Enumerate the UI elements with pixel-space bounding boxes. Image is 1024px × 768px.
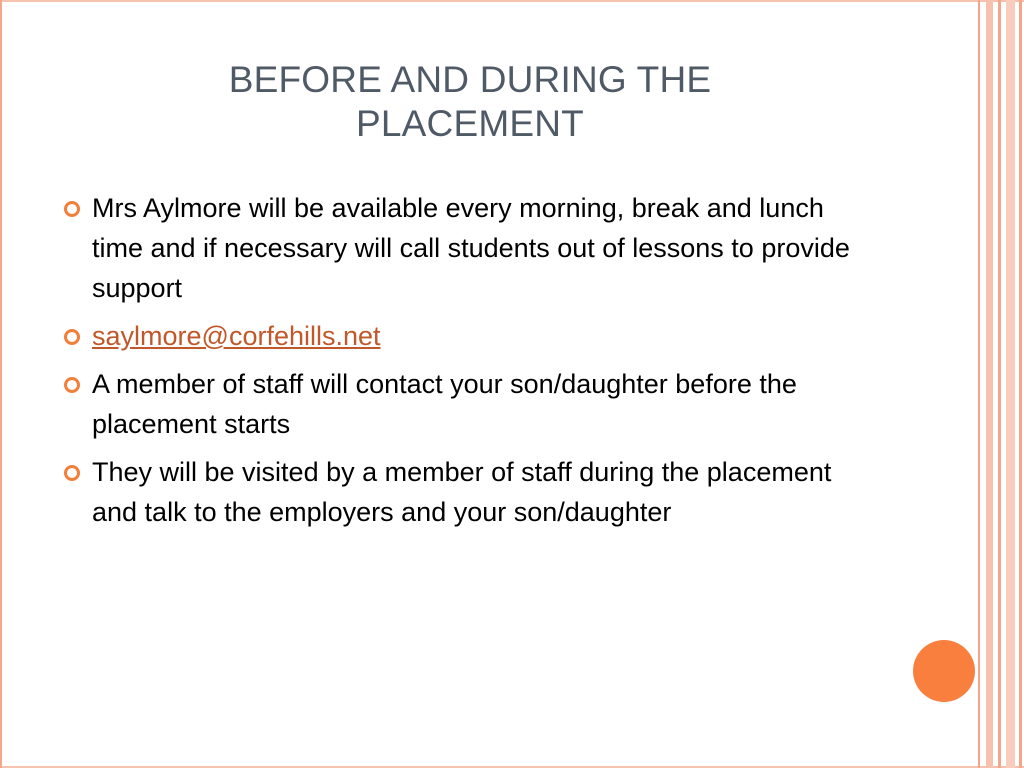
stripe [978,0,980,768]
bullet-circle-icon [64,329,80,345]
bullet-text: Mrs Aylmore will be available every morning, break and lunch time and if necessary will call students out of lessons to provide support [92,193,850,303]
stripe [998,0,1001,768]
slide-title [150,58,790,146]
bullet-item [62,452,882,532]
bullet-list [62,188,882,540]
bullet-item [62,364,882,444]
bullet-circle-icon [64,201,80,217]
title-line-2: PLACEMENT [356,103,584,144]
bullet-text: They will be visited by a member of staff during the placement and talk to the employers and your son/daughter [92,457,832,527]
bullet-circle-icon [64,465,80,481]
stripe [1006,0,1015,768]
left-border-line [0,0,2,768]
stripe [986,0,993,768]
bullet-text: A member of staff will contact your son/daughter before the placement starts [92,369,797,439]
top-border-line [0,0,1024,2]
orange-circle-decoration [913,640,975,702]
email-link[interactable]: saylmore@corfehills.net [92,321,381,351]
stripe [1019,0,1022,768]
bullet-item [62,188,882,308]
right-decorative-stripes [978,0,1024,768]
bullet-item [62,316,882,356]
bullet-circle-icon [64,377,80,393]
title-line-1: BEFORE AND DURING THE [228,59,712,100]
